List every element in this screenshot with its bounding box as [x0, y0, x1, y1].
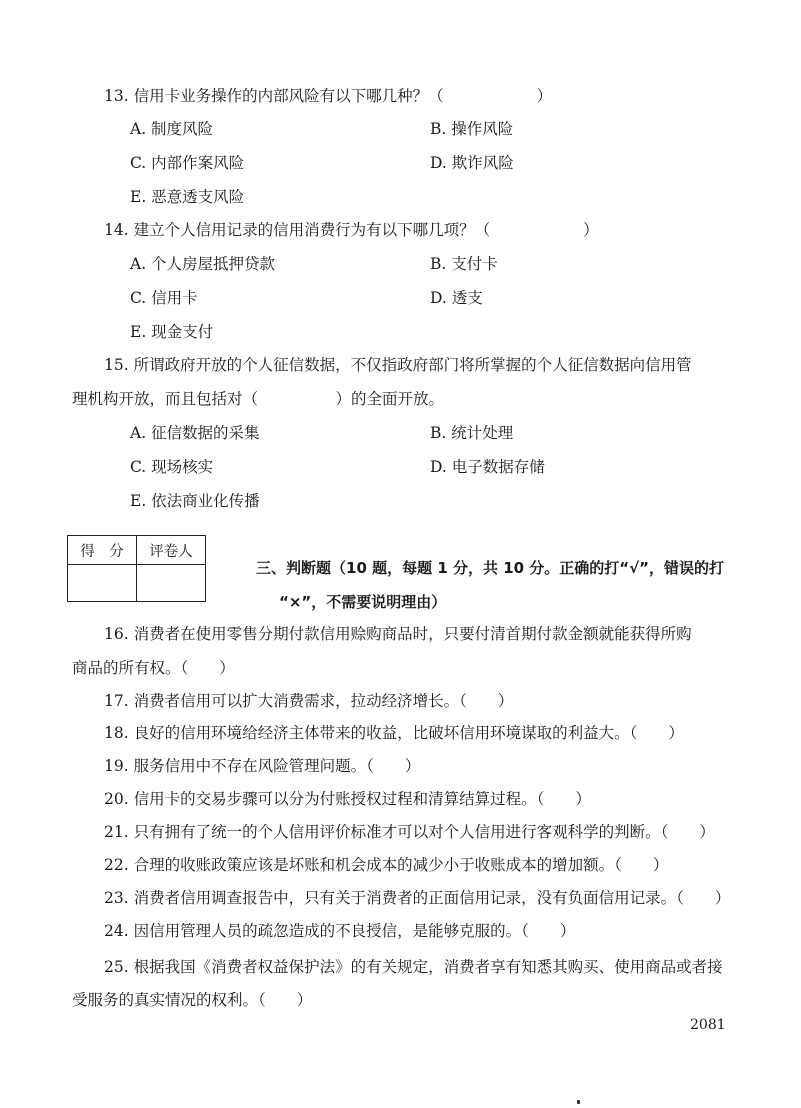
question-17: 17. 消费者信用可以扩大消费需求，拉动经济增长。（ ）	[104, 692, 514, 710]
score-header: 得 分	[68, 536, 137, 565]
question-25-line2: 受服务的真实情况的权利。（ ）	[72, 991, 313, 1009]
question-13-option-a: A. 制度风险	[130, 120, 214, 138]
grader-header: 评卷人	[137, 536, 206, 565]
question-19: 19. 服务信用中不存在风险管理问题。（ ）	[104, 757, 421, 775]
question-15-stem-line2: 理机构开放，而且包括对（ ）的全面开放。	[72, 390, 445, 408]
question-14-option-d: D. 透支	[430, 289, 483, 307]
question-14-stem: 14. 建立个人信用记录的信用消费行为有以下哪几项？（ ）	[104, 221, 599, 239]
section-3-title-line1: 三、判断题（10 题，每题 1 分，共 10 分。正确的打“√”，错误的打	[256, 559, 725, 577]
question-13-option-e: E. 恶意透支风险	[130, 188, 245, 206]
section-3-title-line2: “×”，不需要说明理由）	[279, 593, 447, 611]
question-15-stem-line1: 15. 所谓政府开放的个人征信数据，不仅指政府部门将所掌握的个人征信数据向信用管	[104, 356, 692, 374]
question-13-option-b: B. 操作风险	[430, 120, 514, 138]
question-13-option-d: D. 欺诈风险	[430, 154, 514, 172]
question-20: 20. 信用卡的交易步骤可以分为付账授权过程和清算结算过程。（ ）	[104, 790, 591, 808]
score-box	[67, 535, 206, 602]
question-22: 22. 合理的收账政策应该是坏账和机会成本的减少小于收账成本的增加额。（ ）	[104, 856, 669, 874]
question-13-option-c: C. 内部作案风险	[130, 154, 245, 172]
question-15-option-a: A. 征信数据的采集	[130, 424, 260, 442]
question-15-option-e: E. 依法商业化传播	[130, 492, 260, 510]
grader-cell[interactable]	[137, 565, 206, 602]
question-23: 23. 消费者信用调查报告中，只有关于消费者的正面信用记录，没有负面信用记录。（ ）	[104, 889, 731, 907]
question-15-option-c: C. 现场核实	[130, 458, 214, 476]
question-24: 24. 因信用管理人员的疏忽造成的不良授信，是能够克服的。（ ）	[104, 922, 576, 940]
question-14-option-e: E. 现金支付	[130, 323, 214, 341]
scan-speck	[577, 1100, 580, 1104]
question-14-option-c: C. 信用卡	[130, 289, 198, 307]
score-cell[interactable]	[68, 565, 137, 602]
question-14-option-b: B. 支付卡	[430, 255, 498, 273]
question-16-line1: 16. 消费者在使用零售分期付款信用赊购商品时，只要付清首期付款金额就能获得所购	[104, 625, 692, 643]
question-16-line2: 商品的所有权。（ ）	[72, 659, 235, 677]
page-number: 2081	[690, 1017, 726, 1033]
question-15-option-d: D. 电子数据存储	[430, 458, 545, 476]
question-21: 21. 只有拥有了统一的个人信用评价标准才可以对个人信用进行客观科学的判断。（ ）	[104, 823, 715, 841]
question-13-stem: 13. 信用卡业务操作的内部风险有以下哪几种？（ ）	[104, 87, 553, 105]
question-15-option-b: B. 统计处理	[430, 424, 514, 442]
question-18: 18. 良好的信用环境给经济主体带来的收益，比破坏信用环境谋取的利益大。（ ）	[104, 724, 684, 742]
question-14-option-a: A. 个人房屋抵押贷款	[130, 255, 276, 273]
question-25-line1: 25. 根据我国《消费者权益保护法》的有关规定，消费者享有知悉其购买、使用商品或者接	[104, 958, 723, 976]
